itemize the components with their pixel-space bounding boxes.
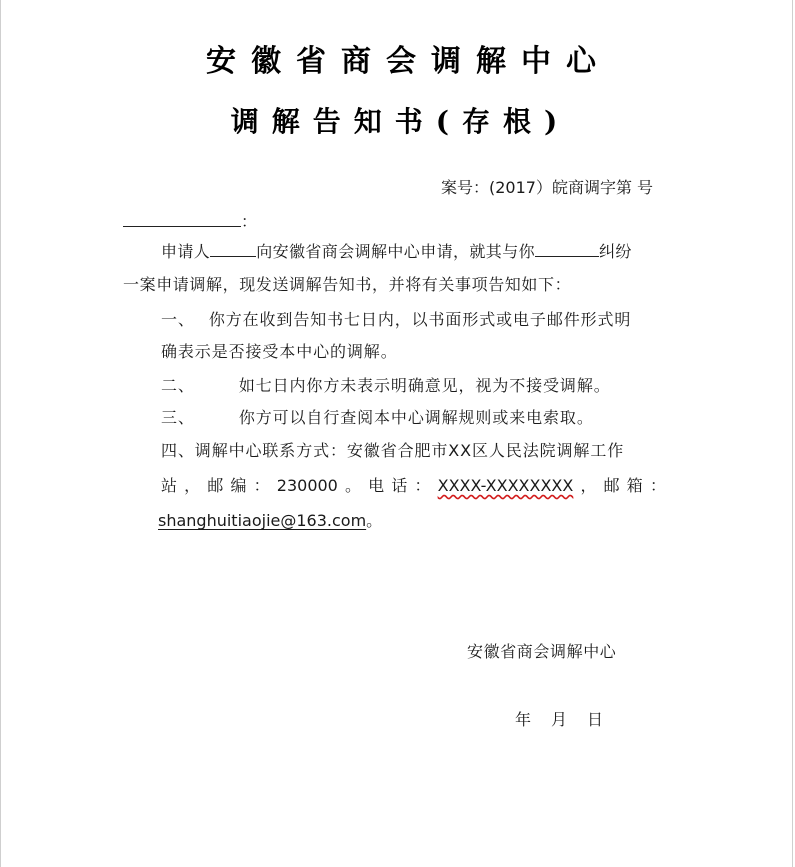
case-number: 案号：(2017）皖商调字第 号 [441, 178, 654, 197]
email-link[interactable]: shanghuitiaojie@163.com [158, 511, 367, 530]
item-three-number: 三、 [161, 408, 195, 427]
contact-token: ： [253, 476, 270, 495]
contact-token: 邮 [207, 476, 224, 495]
date-month: 月 [551, 710, 568, 729]
org-title: 安徽省商会调解中心 [206, 44, 611, 79]
contact-token: 。 [345, 476, 362, 495]
contact-token: ， [184, 476, 201, 495]
applicant-blank[interactable] [210, 240, 256, 257]
dispute-blank[interactable] [535, 240, 599, 257]
item-one [161, 310, 631, 330]
postal-code: 230000 [276, 476, 338, 495]
addressee-colon: ： [241, 212, 258, 231]
item-one-text: 你方在收到告知书七日内，以书面形式或电子邮件形式明 [208, 310, 632, 329]
addressee-line [123, 210, 257, 232]
date-year: 年 [515, 710, 532, 729]
contact-token: ： [649, 476, 666, 495]
contact-token: 站 [161, 476, 178, 495]
signature-org: 安徽省商会调解中心 [467, 642, 617, 661]
contact-token: 箱 [626, 476, 643, 495]
intro-middle: 向安徽省商会调解中心申请，就其与你 [256, 242, 536, 261]
email-period: 。 [366, 511, 383, 530]
item-two [161, 376, 611, 396]
item-two-text: 如七日内你方未表示明确意见，视为不接受调解。 [238, 376, 611, 395]
intro-applicant-label: 申请人 [161, 242, 211, 261]
item-one-number: 一、 [161, 310, 195, 329]
item-four-contact-line [161, 476, 666, 496]
intro-dispute: 纠纷 [599, 242, 632, 261]
phone-number[interactable]: XXXX-XXXXXXXX [437, 476, 574, 495]
item-three [161, 408, 594, 428]
contact-token: 编 [230, 476, 247, 495]
email-line [158, 511, 382, 531]
item-one-continued: 确表示是否接受本中心的调解。 [161, 342, 398, 361]
contact-token: 邮 [603, 476, 620, 495]
paragraph-intro [161, 240, 632, 262]
contact-token: ， [580, 476, 597, 495]
paragraph-intro-continued: 一案申请调解，现发送调解告知书，并将有关事项告知如下： [123, 275, 572, 294]
contact-token: 话 [391, 476, 408, 495]
item-two-number: 二、 [161, 376, 195, 395]
date-day: 日 [587, 710, 604, 729]
document-title: 调解告知书(存根) [230, 105, 571, 138]
item-three-text: 你方可以自行查阅本中心调解规则或来电索取。 [238, 408, 594, 427]
addressee-blank[interactable] [123, 210, 241, 227]
date-line [515, 710, 603, 730]
contact-token: 电 [368, 476, 385, 495]
contact-token: ： [414, 476, 431, 495]
item-four: 四、调解中心联系方式：安徽省合肥市XX区人民法院调解工作 [161, 441, 625, 460]
